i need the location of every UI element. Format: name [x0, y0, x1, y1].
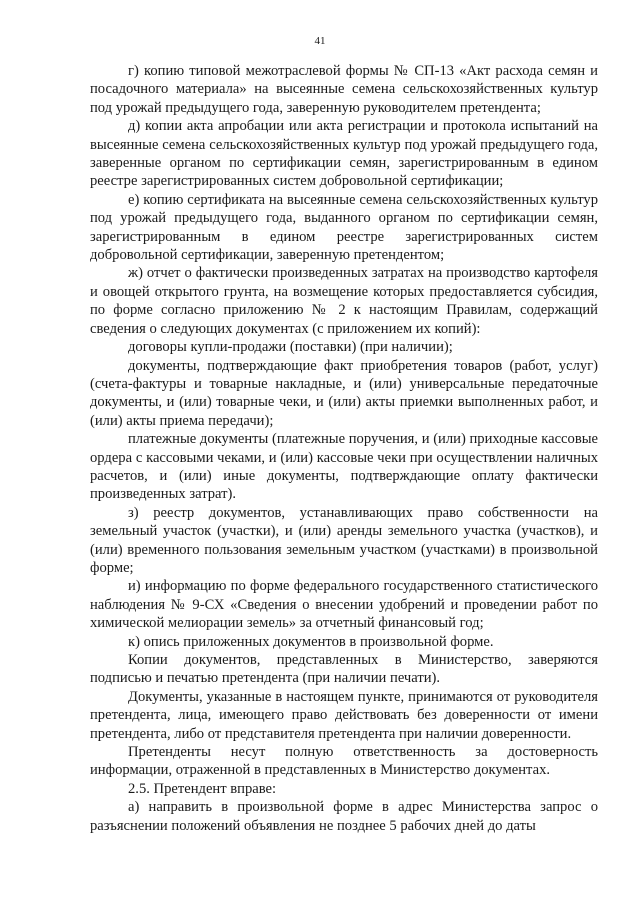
section-heading-2-5: 2.5. Претендент вправе: [128, 780, 277, 797]
paragraph-item-k: к) опись приложенных документов в произвольной форме. [128, 633, 494, 650]
paragraph-item-e: е) копию сертификата на высеянные семена сельскохозяйственных культур под урожай предыдущего года, выданного органом по сертификации семян, зарегистрированным в едином реестре зарегистрированных систем добровольной сертификации, заверенную претендентом; [90, 191, 598, 264]
paragraph-responsibility: Претенденты несут полную ответственность за достоверность информации, отраженной в представленных в Министерство документах. [90, 744, 598, 779]
document-body [90, 62, 598, 835]
paragraph-item-a: а) направить в произвольной форме в адрес Министерства запрос о разъяснении положений объявления не позднее 5 рабочих дней до даты [90, 799, 598, 834]
paragraph-item-z: з) реестр документов, устанавливающих право собственности на земельный участок (участки), и (или) аренды земельного участка (участков), и (или) временного пользования земельным участком (участками) в произвольной форме; [90, 504, 598, 576]
paragraph-item-d: д) копии акта апробации или акта регистрации и протокола испытаний на высеянные семена сельскохозяйственных культур под урожай предыдущего года, заверенные органом по сертификации семян, зарегистрированным в едином реестре зарегистрированных систем добровольной сертификации; [90, 118, 598, 190]
paragraph-copies-certification: Копии документов, представленных в Министерство, заверяются подписью и печатью претендента (при наличии печати). [90, 652, 598, 687]
paragraph-contracts: договоры купли-продажи (поставки) (при наличии); [128, 339, 453, 356]
page-number: 41 [314, 35, 326, 47]
paragraph-item-g: г) копию типовой межотраслевой формы № СП-13 «Акт расхода семян и посадочного материала» на высеянные семена сельскохозяйственных культур под урожай предыдущего года, заверенную руководителем претендента; [90, 63, 598, 116]
paragraph-item-i: и) информацию по форме федерального государственного статистического наблюдения № 9-СХ «Сведения о внесении удобрений и проведении работ по химической мелиорации земель» за отчетный финансовый год; [90, 578, 598, 632]
paragraph-item-zh: ж) отчет о фактически произведенных затратах на производство картофеля и овощей открытого грунта, на возмещение которых предоставляется субсидия, по форме согласно приложению № 2 к настоящим Правилам, содержащий сведения о следующих документах (с приложением их копий): [90, 265, 598, 337]
paragraph-purchase-documents: документы, подтверждающие факт приобретения товаров (работ, услуг) (счета-фактуры и товарные накладные, и (или) универсальные передаточные документы, и (или) товарные чеки, и (или) акты приемки выполненных работ, и (или) акты приема передачи); [90, 357, 598, 429]
paragraph-documents-acceptance: Документы, указанные в настоящем пункте, принимаются от руководителя претендента, лица, имеющего право действовать без доверенности от имени претендента, либо от представителя претендента при наличии доверенности. [90, 688, 598, 742]
paragraph-payment-documents: платежные документы (платежные поручения, и (или) приходные кассовые ордера с кассовыми чеками, и (или) кассовые чеки при осуществлении наличных расчетов, и (или) иные документы, подтверждающие оплату фактически произведенных затрат). [90, 431, 598, 503]
